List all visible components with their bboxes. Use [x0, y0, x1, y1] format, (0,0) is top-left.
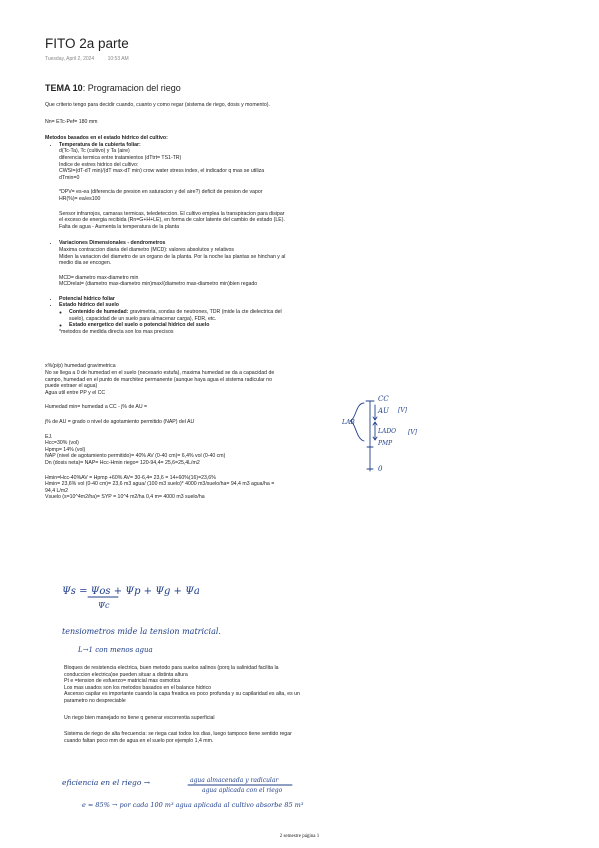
page-title: FITO 2a parte: [45, 36, 129, 51]
eficiencia-line-1: eficiencia en el riego →: [62, 778, 151, 787]
nn-formula: Nn= ETc-Pef= 180 mm: [45, 118, 98, 125]
diagram-label-lado: LADO: [378, 428, 397, 435]
tensiometro-line-2: L→1 con menos agua: [78, 646, 153, 654]
heading-bold: TEMA 10: [45, 83, 83, 93]
section-heading: [45, 83, 365, 93]
diagram-label-pmp: PMP: [378, 440, 393, 447]
suelo-sublist: [59, 309, 365, 329]
diagram-note-v2: [V]: [408, 429, 418, 436]
heading-rest: : Programacion del riego: [82, 83, 181, 93]
tensiometro-note: [60, 622, 290, 662]
note-body: TEMA 10: Programacion del riego Que criterio tengo para decidir cuando, cuanto y como regar (sistema de riego, dosis y momento). Nn= ETc-Pef= 180 mm Metodos basados en el estado hidrico del cultivo: • Temperatura de la cubierta foliar: d(Tc-Ta), Tc (cultivo) y Ta (aire) diferencia termica entre tratamientos (dTtrt= TS1-TR) Indice de estres hidrico del cultivo: CWSI=(dT-dT min)/(dT max-dT min) crow water stress index, el indicador q mas se utiliza dTmin=0 *DPV= es-ea (diferencia de presion en saturacion y del aire?) deficit de presion de vapor HR(%)= ea/es100 Sensor infrarrojos, camaras termicas, teledeteccion. El cultivo emplea la transpiracion para disipar el exceso de energia recibida (Rn=G+H+LE), en forma de calor latente del cambio de estado (LE). Falta de agua - Aumenta la temperatura de la planta • Variaciones Dimensionales - dendrometros Maxima contraccion diaria del diametro (MCD): valores absolutos y relativos Miden la variacion del diametro de un organo de la planta. Por la noche las plantas se hinchan y al medio dia se encogen. MCD= diametro max-diametro min MCDrelat= (diametro max-diametro min)max/(diametro max-diametro min)bien regado • Potencial hidrico foliar • Estado hidrico del suelo ◦ Contenido de humedad: gravimetria, sondas de neutrones, TDR (mide la cte dielectrica del suelo), capacidad de un suelo para almacenar carga), FDR, etc. ◦ Estado energetico del suelo o potencial hidrico del suelo *metodos de medida directa son los mas precisos x%(p/p) humedad gravimetrica No se llega a 0 de humedad en el suelo (necesario estufa), maxima humedad se da a capacidad de campo, humedad en el punto de marchitez permanente (aunque haya agua el sistema radicular no puede extraer el agua) Agua util entre PP y el CC Humedad min= humedad a CC - j% de AU = j% de AU = grado o nivel de agotamiento permitido (NAP) del AU EJ. Hcc=30% (vol) Hpmp= 14% (vol) NAP (nivel de agotamiento permitido)= 40% AV (0-40 cm)= 6,4% vol (0-40 cm) Dn (dosis neta)= NAP= Hcc-Hmin riego= 120-94,4= 25,6=25,4L/m2 Hmin=Hcc-40%AV = Hpmp +60% AV= 30-6,4= 23,6 = 14+60%(16)=23,6% Hmin= 23,6% vol (0-40 cm)= 23,6 m3 agua/ (100 m3 suelo)* 4000 m3/suelo/ha= 94,4 m3 agua/ha = 94,4 L/m2 Vsuelo (s=10^4m2/ha)= SYP = 10^4 m2/ha 0,4 m= 4000 m3 suelo/ha: [45, 83, 365, 501]
list-item: ◦ Contenido de humedad: gravimetria, sondas de neutrones, TDR (mide la cte dielectrica del suelo), capacidad de un suelo para almacenar carga), FDR, etc.: [69, 309, 365, 322]
intro-text: Que criterio tengo para decidir cuando, cuanto y como regar (sistema de riego, dosis y momento).: [45, 102, 270, 108]
page-time: 10:53 AM: [107, 56, 129, 62]
list-item: • Temperatura de la cubierta foliar: d(Tc-Ta), Tc (cultivo) y Ta (aire) diferencia termica entre tratamientos (dTtrt= TS1-TR) Indice de estres hidrico del cultivo: CWSI=(dT-dT min)/(dT max-dT min) crow water stress index, el indicador q mas se utiliza dTmin=0 *DPV= es-ea (diferencia de presion en saturacion y del aire?) deficit de presion de vapor HR(%)= ea/es100 Sensor infrarrojos, camaras termicas, teledeteccion. El cultivo emplea la transpiracion para disipar el exceso de energia recibida (Rn=G+H+LE), en forma de calor latente del cambio de estado (LE). Falta de agua - Aumenta la temperatura de la planta: [59, 142, 365, 241]
diagram-label-lab: LAB: [342, 419, 355, 426]
page-date: Tuesday, April 2, 2024: [45, 56, 95, 62]
list-item: • Variaciones Dimensionales - dendrometros Maxima contraccion diaria del diametro (MCD): valores absolutos y relativos Miden la variacion del diametro de un organo de la planta. Por la noche las plantas se hinchan y al medio dia se encogen. MCD= diametro max-diametro min MCDrelat= (diametro max-diametro min)max/(diametro max-diametro min)bien regado: [59, 240, 365, 296]
riego-line: Un riego bien manejado no tiene q generar escorrentia superficial: [64, 714, 215, 721]
diagram-label-cc: CC: [378, 395, 389, 403]
water-potential-formula: [60, 580, 200, 614]
humedad-line: Humedad min= humedad a CC - j% de AU =: [45, 404, 148, 411]
list-item: • Estado hidrico del suelo ◦ Contenido de humedad: gravimetria, sondas de neutrones, TDR (mide la cte dielectrica del suelo), capacidad de un suelo para almacenar carga), FDR, etc. ◦ Estado energetico del suelo o potencial hidrico del suelo *metodos de medida directa son los mas precisos: [59, 302, 365, 335]
list-item: ◦ Estado energetico del suelo o potencial hidrico del suelo: [69, 322, 365, 329]
diagram-note-v1: [V]: [398, 407, 408, 414]
page-footer: 2 semestre página 1: [279, 834, 320, 839]
tensiometro-line-1: tensiometros mide la tension matricial.: [62, 627, 221, 636]
diagram-label-au: AU: [378, 407, 389, 415]
jau-line: j% de AU = grado o nivel de agotamiento permitido (NAP) del AU: [45, 419, 195, 425]
eficiencia-line-1b: agua almacenada y radicular: [190, 777, 279, 784]
note-body-2: Bloques de resistencia electrica, buen metodo para suelos salinos (porq la salinidad facilita la conduccion electrica)se pueden situar a distinta altura Pt e =tension de esfuerzo= matricial mas osmotica Los mas usados son los metodos basados en el balance hidrico Ascenso capilar es importante cuando la capa freatica es poco profunda y su capilaridad es alta, es un parametro no despreciable Un riego bien manejado no tiene q generar escorrentia superficial Sistema de riego de alta frecuencia: se riega casi todos los dias, luego tampoco tiene sentido regar cuando faltan poco mm de agua en el suelo por ejemplo 1,4 mm.: [64, 665, 364, 744]
list-item: • Potencial hidrico foliar: [59, 296, 365, 303]
formula-main: Ψs = Ψos + Ψp + Ψg + Ψa: [62, 586, 200, 597]
diagram-label-zero: 0: [378, 465, 383, 473]
eficiencia-line-2: e = 85% → por cada 100 m³ agua aplicada al cultivo absorbe 85 m³: [82, 801, 304, 809]
eficiencia-note: [60, 775, 360, 815]
moisture-diagram-sketch: [340, 395, 450, 475]
formula-denominator: Ψc: [98, 601, 110, 610]
page-datetime: [45, 56, 141, 62]
metodos-list: [45, 142, 365, 336]
metodos-title: Metodos basados en el estado hidrico del cultivo:: [45, 135, 168, 142]
eficiencia-line-1c: agua aplicada con el riego: [202, 787, 283, 794]
